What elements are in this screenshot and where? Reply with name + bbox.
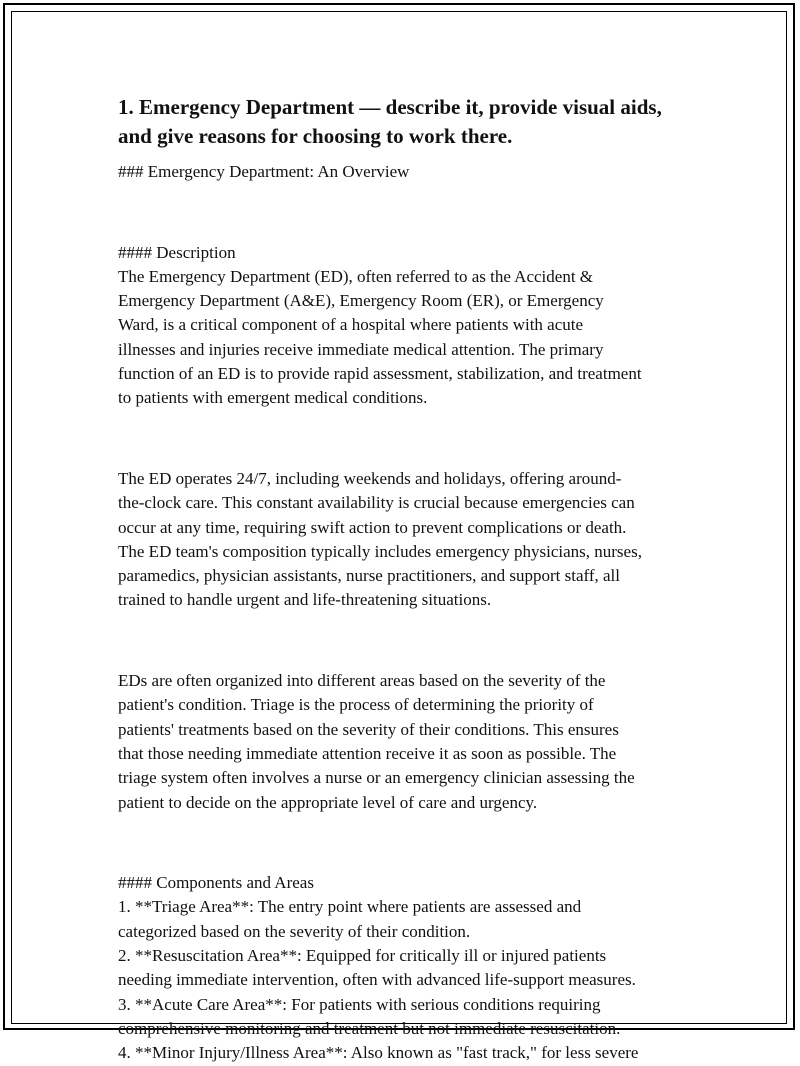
text-line: that those needing immediate attention receive it as soon as possible. The <box>118 743 617 763</box>
text-line: patient to decide on the appropriate level of care and urgency. <box>118 792 538 812</box>
document-body <box>118 93 690 1066</box>
text-line: patients' treatments based on the severity of their conditions. This ensures <box>118 719 619 739</box>
text-line: paramedics, physician assistants, nurse practitioners, and support staff, all <box>118 566 621 586</box>
blank-line <box>118 427 690 451</box>
text-line: EDs are often organized into different areas based on the severity of the <box>118 671 606 691</box>
document-title <box>118 93 690 151</box>
text-line: Ward, is a critical component of a hospital where patients with acute <box>118 315 584 335</box>
text-line: occur at any time, requiring swift action to prevent complications or death. <box>118 517 627 537</box>
blank-line <box>118 200 690 224</box>
text-line: patient's condition. Triage is the process of determining the priority of <box>118 695 594 715</box>
text-line: Emergency Department (A&E), Emergency Room (ER), or Emergency <box>118 291 604 311</box>
text-line: categorized based on the severity of their condition. <box>118 921 471 941</box>
text-line: comprehensive monitoring and treatment but not immediate resuscitation. <box>118 1018 621 1038</box>
text-line: The ED team's composition typically includes emergency physicians, nurses, <box>118 541 642 561</box>
section-heading: #### Description <box>118 242 236 262</box>
section-heading: #### Components and Areas <box>118 873 314 893</box>
text-line: function of an ED is to provide rapid assessment, stabilization, and treatment <box>118 364 642 384</box>
section-heading: ### Emergency Department: An Overview <box>118 162 410 181</box>
document-text <box>118 160 690 1066</box>
title-line: 1. Emergency Department — describe it, provide visual aids, <box>118 95 662 119</box>
text-line: 1. **Triage Area**: The entry point where patients are assessed and <box>118 897 582 917</box>
text-line: illnesses and injuries receive immediate medical attention. The primary <box>118 339 604 359</box>
text-line: needing immediate intervention, often with advanced life-support measures. <box>118 970 636 990</box>
text-line: the-clock care. This constant availability is crucial because emergencies can <box>118 493 635 513</box>
text-line: The ED operates 24/7, including weekends and holidays, offering around- <box>118 468 622 488</box>
text-line: The Emergency Department (ED), often referred to as the Accident & <box>118 266 594 286</box>
blank-line <box>118 629 690 653</box>
text-line: to patients with emergent medical conditions. <box>118 388 428 408</box>
text-line: 4. **Minor Injury/Illness Area**: Also known as "fast track," for less severe <box>118 1043 639 1063</box>
text-line: 2. **Resuscitation Area**: Equipped for critically ill or injured patients <box>118 946 607 966</box>
text-line: triage system often involves a nurse or an emergency clinician assessing the <box>118 768 635 788</box>
text-line: 3. **Acute Care Area**: For patients with serious conditions requiring <box>118 994 601 1014</box>
text-line: trained to handle urgent and life-threatening situations. <box>118 590 492 610</box>
title-line: and give reasons for choosing to work there. <box>118 124 513 148</box>
blank-line <box>118 831 690 855</box>
